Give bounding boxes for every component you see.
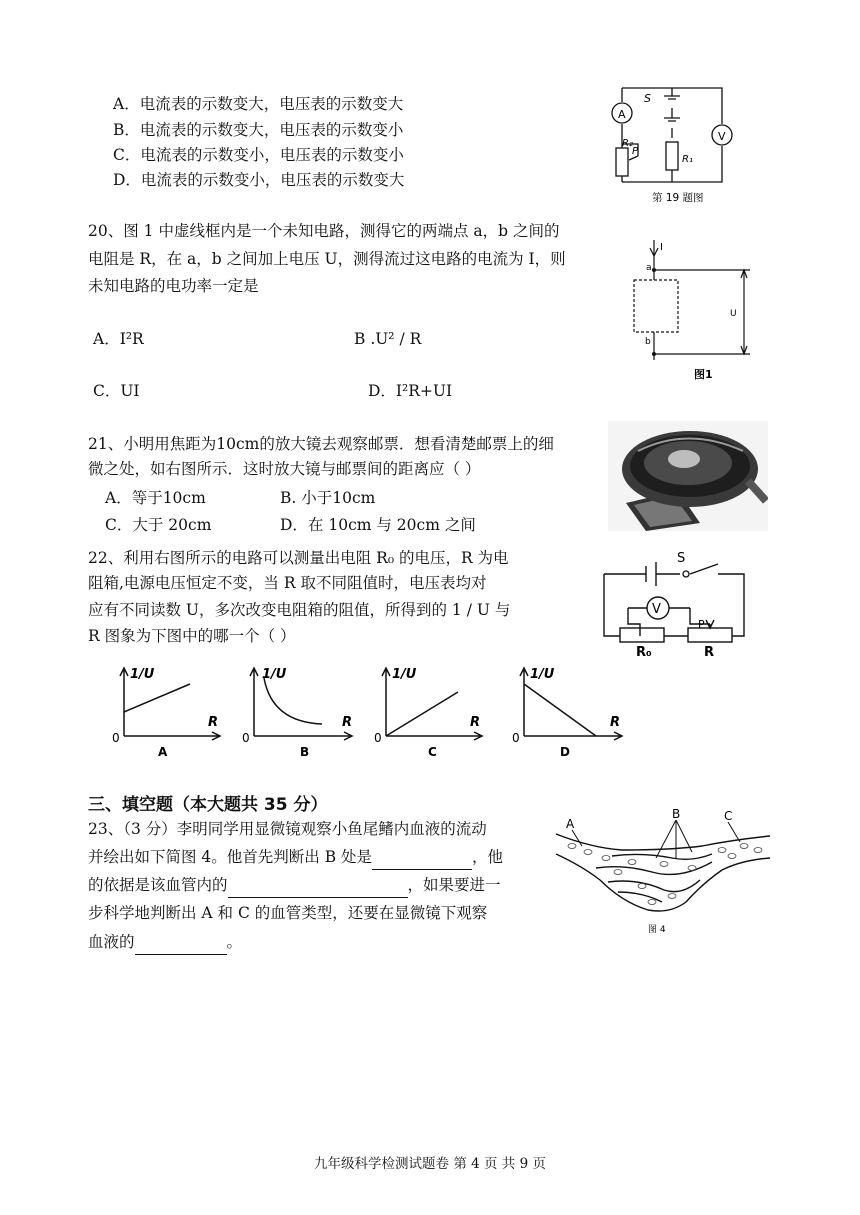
svg-text:a: a [646, 263, 652, 273]
q19-option-d: D．电流表的示数变小，电压表的示数变大 [113, 171, 405, 189]
svg-text:R: R [208, 715, 219, 730]
voltmeter-label: V [718, 130, 726, 143]
page-footer: 九年级科学检测试题卷 第 4 页 共 9 页 [314, 1156, 546, 1172]
q20-figure-caption: 图1 [694, 368, 713, 381]
q22-line-2: 阻箱,电源电压恒定不变，当 R 取不同阻值时，电压表均对 [88, 574, 487, 592]
q22-circuit-figure [600, 550, 750, 660]
svg-text:1/U: 1/U [130, 667, 155, 682]
svg-text:P: P [698, 618, 705, 631]
svg-text:A: A [158, 745, 168, 759]
q19-option-a: A．电流表的示数变大，电压表的示数变大 [113, 95, 404, 113]
q21-line-1: 21、小明用焦距为10cm的放大镜去观察邮票．想看清楚邮票上的细 [88, 435, 554, 453]
ammeter-label: A [618, 108, 626, 121]
q20-option-a: A．I²R [93, 330, 144, 348]
svg-text:R₀: R₀ [636, 645, 652, 660]
svg-text:B: B [672, 807, 681, 821]
q20-line-3: 未知电路的电功率一定是 [88, 277, 259, 295]
q23-blank-1[interactable] [372, 851, 472, 870]
q20-option-d: D．I²R+UI [368, 382, 453, 400]
q22-graph-a [108, 664, 228, 760]
q22-graph-b [238, 664, 362, 760]
svg-text:C: C [428, 745, 437, 759]
q23-figure-caption: 图 4 [648, 925, 666, 935]
q21-line-2: 微之处，如右图所示．这时放大镜与邮票间的距离应（ ） [88, 460, 481, 478]
q22-line-4: R 图象为下图中的哪一个（ ） [88, 627, 296, 645]
svg-text:0: 0 [242, 731, 250, 745]
graph-line [386, 692, 458, 736]
q23-blood-vessel-figure [552, 806, 774, 938]
svg-text:C: C [724, 809, 733, 823]
svg-text:0: 0 [374, 731, 382, 745]
q20-option-b: B .U² / R [354, 330, 422, 348]
svg-text:b: b [645, 337, 651, 347]
svg-text:R: R [470, 715, 481, 730]
magnifier-stamp-photo [608, 421, 768, 531]
q20-option-c: C．UI [93, 382, 140, 400]
graph-line [524, 684, 596, 736]
svg-text:S: S [644, 92, 651, 105]
svg-text:P: P [632, 146, 639, 157]
graph-line [124, 684, 190, 712]
svg-text:1/U: 1/U [392, 667, 417, 682]
svg-text:S: S [677, 551, 686, 566]
svg-text:D: D [560, 745, 570, 759]
svg-text:R₂: R₂ [622, 138, 633, 149]
q23-line-1: 23、（3 分）李明同学用显微镜观察小鱼尾鳍内血液的流动 [88, 820, 487, 838]
svg-text:R₁: R₁ [682, 154, 693, 165]
graph-curve [264, 678, 322, 724]
q20-figure-1 [626, 236, 756, 384]
q22-line-3: 应有不同读数 U，多次改变电阻箱的阻值，所得到的 1 / U 与 [88, 601, 511, 619]
q19-figure-caption: 第 19 题图 [652, 192, 704, 204]
q22-line-1: 22、利用右图所示的电路可以测量出电阻 R₀ 的电压，R 为电 [88, 549, 509, 567]
q19-option-b: B．电流表的示数变大，电压表的示数变小 [113, 121, 404, 139]
svg-text:1/U: 1/U [530, 667, 555, 682]
svg-text:A: A [566, 817, 575, 831]
q22-graph-c [370, 664, 494, 760]
q23-line-2: 并绘出如下简图 4。他首先判断出 B 处是 ，他 [88, 844, 503, 870]
q23-line-3: 的依据是该血管内的 ，如果要进一 [88, 872, 501, 898]
svg-text:V: V [652, 602, 661, 617]
svg-text:B: B [300, 745, 310, 759]
svg-text:I: I [660, 242, 663, 253]
svg-text:U: U [730, 309, 737, 319]
svg-text:0: 0 [512, 731, 520, 745]
q21-option-a: A．等于10cm [105, 489, 206, 507]
q19-circuit-figure [602, 78, 744, 204]
svg-text:0: 0 [112, 731, 120, 745]
svg-text:R: R [704, 645, 715, 660]
q23-blank-3[interactable] [135, 936, 227, 955]
q19-option-c: C．电流表的示数变小，电压表的示数变小 [113, 146, 404, 164]
q21-option-d: D．在 10cm 与 20cm 之间 [280, 516, 476, 534]
q21-option-b: B. 小于10cm [280, 489, 376, 507]
section-3-heading: 三、填空题（本大题共 35 分） [88, 795, 328, 815]
svg-text:R: R [610, 715, 621, 730]
q22-graph-d [508, 664, 632, 760]
q23-blank-2[interactable] [228, 879, 408, 898]
q21-option-c: C．大于 20cm [105, 516, 212, 534]
q20-line-1: 20、图 1 中虚线框内是一个未知电路，测得它的两端点 a，b 之间的 [88, 222, 560, 240]
q20-line-2: 电阻是 R，在 a，b 之间加上电压 U，测得流过这电路的电流为 I，则 [88, 250, 566, 268]
q23-line-5: 血液的 。 [88, 929, 242, 955]
q23-line-4: 步科学地判断出 A 和 C 的血管类型，还要在显微镜下观察 [88, 904, 488, 922]
svg-text:R: R [342, 715, 353, 730]
svg-text:1/U: 1/U [262, 667, 287, 682]
